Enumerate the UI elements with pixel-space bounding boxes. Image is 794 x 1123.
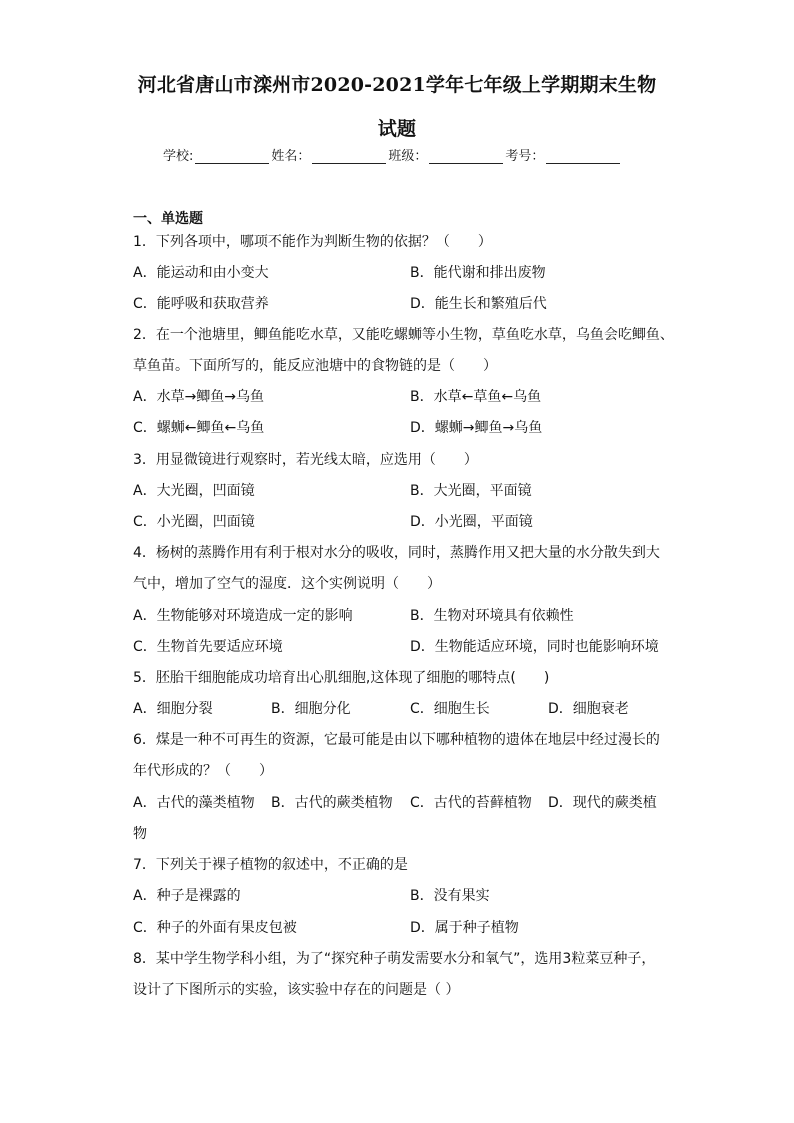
question-2-option-b: B．水草←草鱼←乌鱼 [410,389,542,405]
name-label: 姓名： [271,149,311,164]
question-8-stem-line-1: 8．某中学生物学科小组，为了“探究种子萌发需要水分和氧气”，选用3粒菜豆种子， [133,951,656,967]
question-4-stem-line-2: 气中，增加了空气的湿度．这个实例说明（ ） [133,576,441,592]
question-6-option-d-wrap: 物 [133,826,147,842]
question-6-option-b: B．古代的蕨类植物 [271,795,393,811]
question-7-option-d: D．属于种子植物 [410,920,519,936]
question-3-stem: 3．用显微镜进行观察时，若光线太暗，应选用（ ） [133,452,478,468]
question-2-option-a: A．水草→鲫鱼→乌鱼 [133,389,265,405]
question-4-option-a: A．生物能够对环境造成一定的影响 [133,608,353,624]
question-1-option-c: C．能呼吸和获取营养 [133,296,269,312]
question-5-option-c: C．细胞生长 [410,701,490,717]
class-label: 班级： [388,149,428,164]
question-7-option-a: A．种子是裸露的 [133,888,241,904]
question-1-option-a: A．能运动和由小变大 [133,265,269,281]
question-6-option-a: A．古代的藻类植物 [133,795,255,811]
question-1-stem: 1．下列各项中，哪项不能作为判断生物的依据？（ ） [133,234,492,250]
exam-title-line-1: 河北省唐山市滦州市2020-2021学年七年级上学期期末生物 [137,74,657,96]
question-4-option-c: C．生物首先要适应环境 [133,639,283,655]
question-7-option-b: B．没有果实 [410,888,490,904]
school-label: 学校: [163,149,194,164]
exam-number-label: 考号： [505,149,545,164]
question-1-option-b: B．能代谢和排出废物 [410,265,546,281]
question-5-stem: 5．胚胎干细胞能成功培育出心肌细胞,这体现了细胞的哪特点( ) [133,670,550,686]
name-blank[interactable] [312,149,386,164]
question-2-stem-line-2: 草鱼苗。下面所写的，能反应池塘中的食物链的是（ ） [133,358,497,374]
question-4-stem-line-1: 4．杨树的蒸腾作用有利于根对水分的吸收，同时，蒸腾作用又把大量的水分散失到大 [133,545,660,561]
question-2-option-c: C．螺蛳←鲫鱼←乌鱼 [133,420,265,436]
student-info-row [163,145,622,164]
question-2-stem-line-1: 2．在一个池塘里，鲫鱼能吃水草，又能吃螺蛳等小生物，草鱼吃水草，乌鱼会吃鲫鱼、 [133,327,674,343]
question-3-option-d: D．小光圈，平面镜 [410,514,533,530]
exam-number-blank[interactable] [546,149,620,164]
question-8-stem-line-2: 设计了下图所示的实验，该实验中存在的问题是（ ） [133,982,460,998]
question-6-option-d: D．现代的蕨类植 [548,795,657,811]
question-3-option-c: C．小光圈，凹面镜 [133,514,255,530]
question-5-option-a: A．细胞分裂 [133,701,213,717]
question-7-stem: 7．下列关于裸子植物的叙述中，不正确的是 [133,857,408,873]
question-3-option-a: A．大光圈，凹面镜 [133,483,255,499]
question-4-option-d: D．生物能适应环境，同时也能影响环境 [410,639,659,655]
question-6-option-c: C．古代的苔藓植物 [410,795,532,811]
question-5-option-d: D．细胞衰老 [548,701,629,717]
exam-title-line-2: 试题 [377,118,417,140]
question-4-option-b: B．生物对环境具有依赖性 [410,608,574,624]
section-title: 一、单选题 [133,211,203,227]
school-blank[interactable] [195,149,269,164]
question-5-option-b: B．细胞分化 [271,701,351,717]
question-3-option-b: B．大光圈，平面镜 [410,483,532,499]
question-6-stem-line-1: 6．煤是一种不可再生的资源，它最可能是由以下哪种植物的遗体在地层中经过漫长的 [133,732,660,748]
question-7-option-c: C．种子的外面有果皮包被 [133,920,297,936]
question-6-stem-line-2: 年代形成的？（ ） [133,763,273,779]
class-blank[interactable] [429,149,503,164]
question-2-option-d: D．螺蛳→鲫鱼→乌鱼 [410,420,543,436]
question-1-option-d: D．能生长和繁殖后代 [410,296,547,312]
